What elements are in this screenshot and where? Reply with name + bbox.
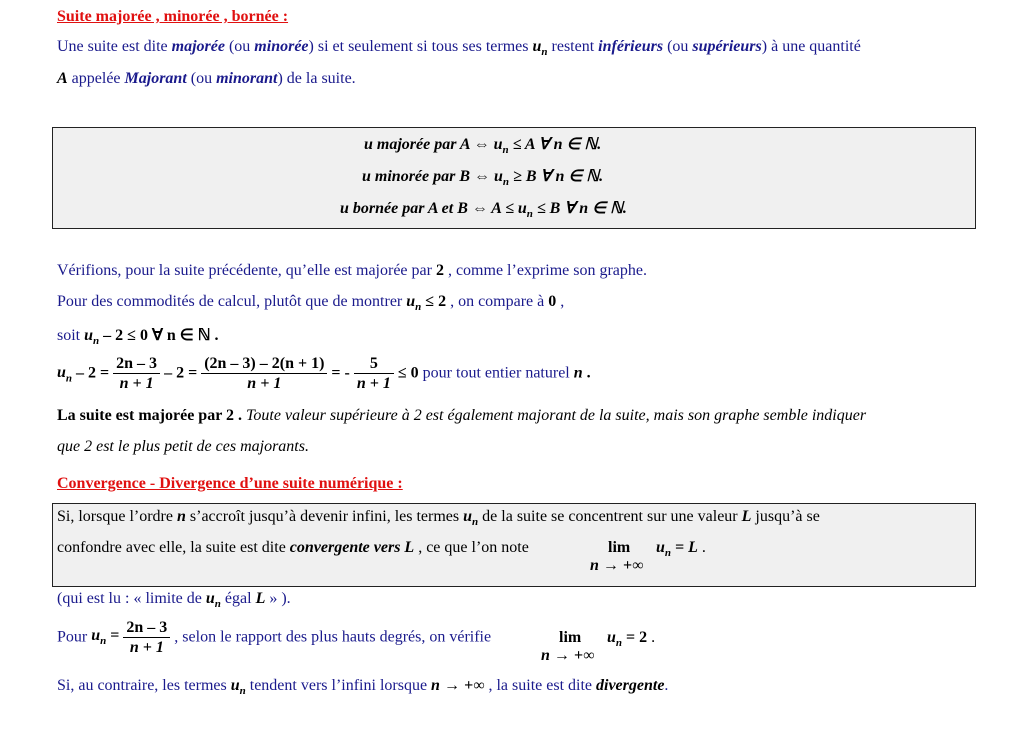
- limit-notation-1: [608, 539, 630, 557]
- numerator: 5: [354, 354, 394, 374]
- var-n: n: [573, 364, 583, 382]
- term-inferieurs: inférieurs: [598, 38, 664, 55]
- var-u: u: [607, 629, 616, 646]
- var-u: u: [57, 364, 66, 382]
- text: = -: [331, 364, 350, 382]
- definition-line-1: [57, 38, 861, 58]
- text: .: [582, 364, 591, 382]
- sub-n: n: [526, 208, 533, 221]
- lim: lim: [608, 539, 631, 556]
- var-u: u: [205, 590, 215, 607]
- text: ≤ 2: [421, 293, 447, 310]
- text: (ou: [663, 38, 693, 55]
- sub-n: n: [93, 335, 100, 348]
- fraction-example: [123, 618, 170, 657]
- conclusion-line-2: que 2 est le plus petit de ces majorants.: [57, 438, 309, 455]
- term-majoree: majorée: [171, 38, 225, 55]
- divergence-line: [57, 677, 668, 697]
- text: – 2 =: [164, 364, 198, 382]
- text: , ce que l’on note: [414, 539, 529, 556]
- equation-line: [57, 354, 591, 393]
- text: – 2 =: [72, 364, 110, 382]
- limit-notation-2: [559, 629, 581, 647]
- denominator: n + 1: [119, 375, 154, 392]
- text: .: [664, 677, 669, 694]
- text: Si, lorsque l’ordre: [57, 508, 177, 525]
- text: (qui est lu : « limite de: [57, 590, 206, 607]
- definition-line-2: [57, 70, 356, 88]
- fraction-3: [354, 354, 394, 393]
- text: ≤ 0: [397, 364, 419, 382]
- value-0: 0: [548, 293, 557, 310]
- text: u bornée par A et B ⇔ A ≤ u: [340, 200, 527, 217]
- verification-line-1: [57, 262, 647, 280]
- sub-n: n: [502, 176, 510, 189]
- text: – 2 ≤ 0 ∀ n ∈ ℕ .: [99, 327, 219, 344]
- text: .: [647, 629, 656, 646]
- sub-n: n: [415, 301, 422, 314]
- text: , comme l’exprime son graphe.: [443, 262, 647, 279]
- section-heading-convergence: Convergence - Divergence d’une suite numérique :: [57, 475, 403, 492]
- var-u: u: [463, 508, 473, 525]
- text: =: [106, 627, 120, 645]
- term-superieurs: supérieurs: [692, 38, 762, 55]
- term-divergente: divergente: [596, 677, 665, 694]
- lim: lim: [559, 629, 582, 646]
- sub-n: n: [472, 516, 479, 529]
- text: de la suite se concentrent sur une valeur: [478, 508, 742, 525]
- text: » ).: [265, 590, 291, 607]
- verification-line-2: [57, 293, 564, 313]
- term-minorant: minorant: [216, 70, 278, 87]
- sub-n: n: [214, 598, 221, 611]
- var-u: u: [656, 539, 665, 556]
- term-majorant: Majorant: [124, 70, 187, 87]
- text: (ou: [186, 70, 217, 87]
- conclusion-line-1: [57, 407, 866, 425]
- text: Vérifions, pour la suite précédente, qu’elle est majorée par: [57, 262, 436, 279]
- denominator: n + 1: [247, 375, 282, 392]
- box-row-majoree: [364, 134, 601, 156]
- term-minoree: minorée: [254, 38, 309, 55]
- sub-n: n: [502, 144, 509, 157]
- denominator: n + 1: [356, 375, 391, 392]
- text: soit: [57, 327, 85, 344]
- term-convergente: convergente vers L: [289, 539, 415, 556]
- text: appelée: [67, 70, 125, 87]
- var-A: A: [57, 70, 68, 87]
- sub-n: n: [664, 547, 672, 560]
- text: , selon le rapport des plus hauts degrés, on vérifie: [174, 628, 492, 646]
- var-u: u: [532, 38, 542, 55]
- text: Pour des commodités de calcul, plutôt que de montrer: [57, 293, 407, 310]
- numerator: 2n – 3: [113, 354, 160, 374]
- limit-expression-2: [607, 629, 655, 649]
- sub-n: n: [615, 637, 623, 650]
- var-n: n: [176, 508, 186, 525]
- text: Pour: [57, 628, 92, 646]
- var-u: u: [406, 293, 416, 310]
- box-row-bornee: [340, 198, 627, 220]
- text: ) de la suite.: [277, 70, 356, 87]
- text: La suite est majorée par 2 .: [57, 407, 242, 424]
- sub-n: n: [100, 635, 107, 648]
- n-to-infinity: n → +∞: [431, 677, 485, 694]
- text: u majorée par A ⇔ u: [364, 136, 503, 153]
- text: pour tout entier naturel: [418, 364, 574, 382]
- numerator: (2n – 3) – 2(n + 1): [201, 354, 327, 374]
- fraction-2: [201, 354, 327, 393]
- var-u: u: [230, 677, 240, 694]
- fraction-1: [113, 354, 160, 393]
- text: ≥ B ∀ n ∈ ℕ.: [509, 168, 604, 185]
- denominator: n + 1: [129, 639, 164, 656]
- var-u: u: [91, 627, 101, 645]
- convergence-line-1: [57, 508, 820, 528]
- convergence-line-2: [57, 539, 529, 557]
- verification-line-3: [57, 325, 219, 347]
- text: Si, au contraire, les termes: [57, 677, 231, 694]
- var-L: L: [741, 508, 752, 525]
- text: , on compare à: [446, 293, 549, 310]
- text: u minorée par B ⇔ u: [362, 168, 503, 185]
- text: Une suite est dite: [57, 38, 172, 55]
- text: s’accroît jusqu’à devenir infini, les termes: [185, 508, 464, 525]
- text: tendent vers l’infini lorsque: [245, 677, 432, 694]
- sub-n: n: [65, 372, 73, 385]
- text: ≤ A ∀ n ∈ ℕ.: [508, 136, 602, 153]
- text: confondre avec elle, la suite est dite: [57, 539, 290, 556]
- text: ) à une quantité: [761, 38, 861, 55]
- example-line: [57, 618, 491, 657]
- text: ,: [556, 293, 565, 310]
- limit-under-1: n → +∞: [590, 557, 644, 574]
- text: Toute valeur supérieure à 2 est également majorant de la suite, mais son graphe semble indiquer: [242, 407, 867, 424]
- text: égal: [220, 590, 256, 607]
- numerator: 2n – 3: [123, 618, 170, 638]
- sub-n: n: [541, 46, 548, 59]
- text: , la suite est dite: [484, 677, 596, 694]
- limit-expression-1: [656, 539, 706, 559]
- value-2: 2: [435, 262, 444, 279]
- text: ) si et seulement si tous ses termes: [308, 38, 533, 55]
- limit-under-2: n → +∞: [541, 647, 595, 664]
- var-L: L: [255, 590, 266, 607]
- text: jusqu’à se: [751, 508, 820, 525]
- reading-line: [57, 590, 291, 610]
- text: .: [697, 539, 706, 556]
- box-row-minoree: [362, 166, 603, 188]
- text: = 2: [622, 629, 648, 646]
- sub-n: n: [239, 685, 246, 698]
- text: ≤ B ∀ n ∈ ℕ.: [532, 200, 627, 217]
- text: = L: [671, 539, 698, 556]
- text: restent: [547, 38, 599, 55]
- text: (ou: [224, 38, 255, 55]
- var-u: u: [84, 327, 94, 344]
- section-heading-bounds: Suite majorée , minorée , bornée :: [57, 8, 289, 25]
